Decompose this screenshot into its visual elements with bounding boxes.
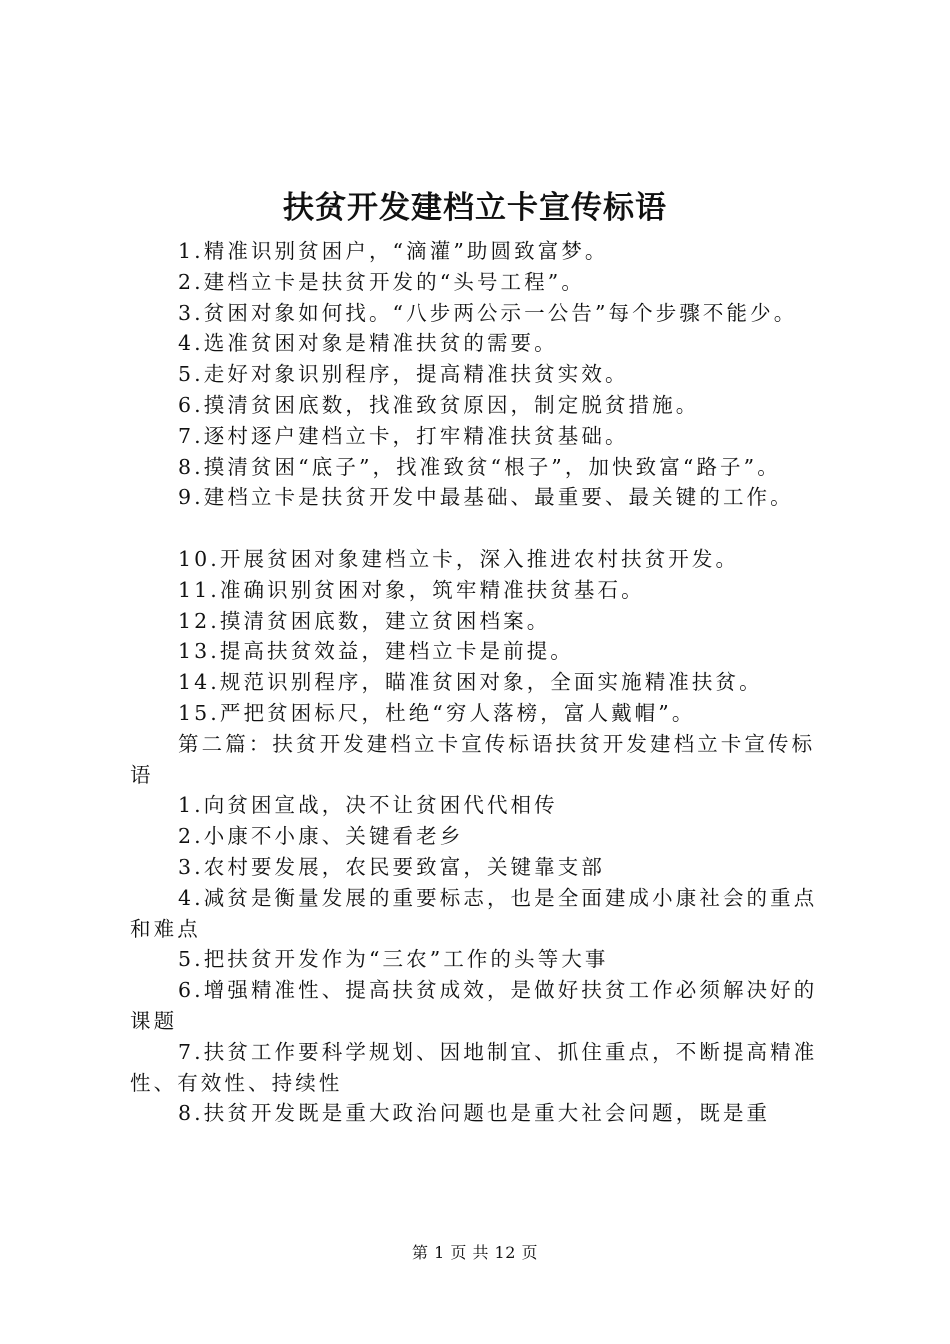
paragraph: 7.扶贫工作要科学规划、因地制宜、抓住重点，不断提高精准性、有效性、持续性 xyxy=(130,1039,818,1095)
paragraph: 1.精准识别贫困户，“滴灌”助圆致富梦。 xyxy=(178,239,609,263)
paragraph: 2.小康不小康、关键看老乡 xyxy=(178,824,464,849)
paragraph: 1.向贫困宣战，决不让贫困代代相传 xyxy=(178,793,558,818)
paragraph: 7.逐村逐户建档立卡，打牢精准扶贫基础。 xyxy=(178,423,629,448)
paragraph: 5.把扶贫开发作为“三农”工作的头等大事 xyxy=(178,947,609,972)
paragraph: 6.摸清贫困底数，找准致贫原因，制定脱贫措施。 xyxy=(178,392,700,417)
paragraph: 4.选准贫困对象是精准扶贫的需要。 xyxy=(178,331,558,356)
paragraph: 8.摸清贫困“底子”，找准致贫“根子”，加快致富“路子”。 xyxy=(178,454,781,479)
section-heading: 第二篇：扶贫开发建档立卡宣传标语扶贫开发建档立卡宣传标语 xyxy=(130,731,816,787)
document-title: 扶贫开发建档立卡宣传标语 xyxy=(283,190,667,226)
paragraph: 3.贫困对象如何找。“八步两公示一公告”每个步骤不能少。 xyxy=(178,300,798,325)
paragraph: 2.建档立卡是扶贫开发的“头号工程”。 xyxy=(178,269,585,294)
paragraph: 9.建档立卡是扶贫开发中最基础、最重要、最关键的工作。 xyxy=(178,485,794,510)
paragraph: 3.农村要发展，农民要致富，关键靠支部 xyxy=(178,854,605,879)
document-body xyxy=(130,236,830,1129)
page-footer: 第 1 页 共 12 页 xyxy=(412,1243,538,1262)
paragraph: 4.减贫是衡量发展的重要标志，也是全面建成小康社会的重点和难点 xyxy=(130,885,818,941)
paragraph: 15.严把贫困标尺，杜绝“穷人落榜，富人戴帽”。 xyxy=(178,700,696,725)
paragraph: 5.走好对象识别程序，提高精准扶贫实效。 xyxy=(178,362,629,387)
paragraph: 6.增强精准性、提高扶贫成效，是做好扶贫工作必须解决好的课题 xyxy=(130,978,818,1033)
paragraph: 8.扶贫开发既是重大政治问题也是重大社会问题，既是重 xyxy=(178,1101,771,1126)
paragraph: 12.摸清贫困底数，建立贫困档案。 xyxy=(178,608,551,633)
paragraph: 14.规范识别程序，瞄准贫困对象，全面实施精准扶贫。 xyxy=(178,670,763,695)
paragraph: 10.开展贫困对象建档立卡，深入推进农村扶贫开发。 xyxy=(178,546,740,571)
paragraph: 13.提高扶贫效益，建档立卡是前提。 xyxy=(178,639,574,664)
paragraph: 11.准确识别贫困对象，筑牢精准扶贫基石。 xyxy=(178,577,645,602)
